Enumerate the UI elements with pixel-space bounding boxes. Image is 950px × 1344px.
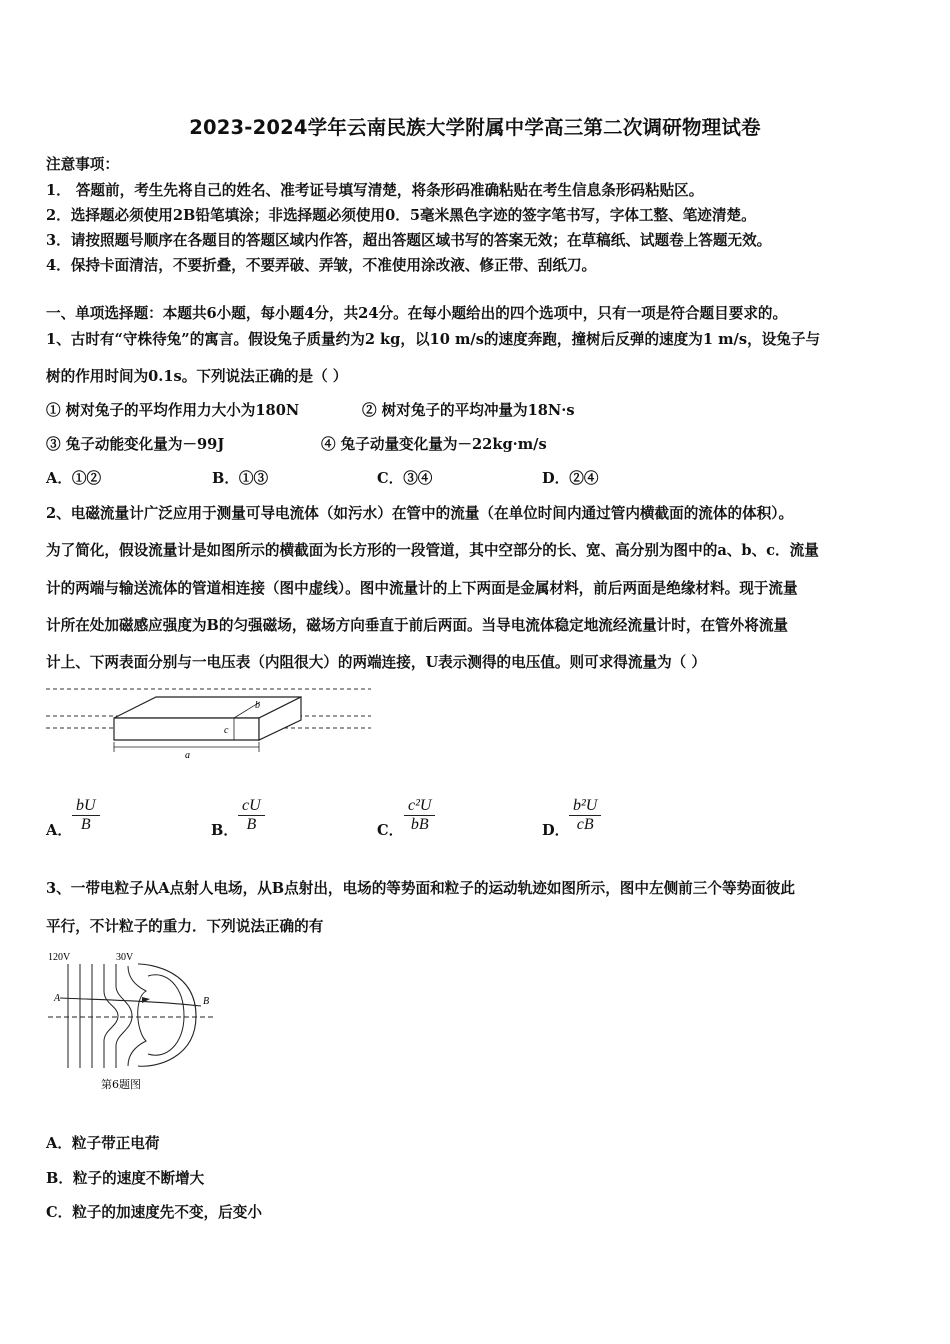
q2-option-d-letter: D． <box>542 822 570 839</box>
q1-statement: ① 树对兔子的平均作用力大小为180N <box>46 402 300 419</box>
q2-stem-line: 为了简化，假设流量计是如图所示的横截面为长方形的一段管道，其中空部分的长、宽、高分别为图中的a、b、c．流量 <box>46 542 819 559</box>
q2-option-c-letter: C． <box>377 822 404 839</box>
denominator: B <box>246 816 257 833</box>
notice-item: 4．保持卡面清洁，不要折叠，不要弄破、弄皱，不准使用涂改液、修正带、刮纸刀。 <box>46 257 597 274</box>
q2-option-d-fraction <box>569 797 601 834</box>
notice-item: 1． 答题前，考生先将自己的姓名、准考证号填写清楚，将条形码准确粘贴在考生信息条形码粘贴区。 <box>46 182 704 199</box>
denominator: B <box>80 816 91 833</box>
electric-field-figure <box>46 946 221 1096</box>
page-title: 2023-2024学年云南民族大学附属中学高三第二次调研物理试卷 <box>189 116 761 139</box>
numerator: b²U <box>573 797 598 814</box>
voltage-30v-label: 30V <box>116 952 134 963</box>
denominator: cB <box>576 816 594 833</box>
q3-option-b: B．粒子的速度不断增大 <box>46 1170 205 1187</box>
q2-option-a-fraction <box>72 797 100 834</box>
notice-heading: 注意事项： <box>46 156 119 173</box>
q1-option-d: D．②④ <box>542 470 599 487</box>
notice-item: 2．选择题必须使用2B铅笔填涂；非选择题必须使用0．5毫米黑色字迹的签字笔书写，字体工整、笔迹清楚。 <box>46 207 756 224</box>
q1-stem-line: 1、古时有“守株待兔”的寓言。假设兔子质量约为2 kg，以10 m/s的速度奔跑，撞树后反弹的速度为1 m/s，设兔子与 <box>46 331 821 348</box>
q1-statement: ③ 兔子动能变化量为－99J <box>46 436 225 453</box>
q2-stem-line: 2、电磁流量计广泛应用于测量可导电流体（如污水）在管中的流量（在单位时间内通过管内横截面的流体的体积）。 <box>46 505 794 522</box>
q1-stem-line: 树的作用时间为0.1s。下列说法正确的是（ ） <box>46 368 348 385</box>
q2-option-b-letter: B． <box>211 822 238 839</box>
voltage-120v-label: 120V <box>48 952 71 963</box>
numerator: cU <box>242 797 261 814</box>
point-b-label: B <box>203 996 210 1007</box>
section-heading: 一、单项选择题：本题共6小题，每小题4分，共24分。在每小题给出的四个选项中，只有一项是符合题目要求的。 <box>46 305 788 322</box>
q2-stem-line: 计上、下两表面分别与一电压表（内阻很大）的两端连接，U表示测得的电压值。则可求得流量为（ ） <box>46 654 706 671</box>
figure-caption: 第6题图 <box>101 1078 141 1091</box>
q3-option-a: A．粒子带正电荷 <box>46 1135 160 1152</box>
label-c: c <box>224 725 229 736</box>
q3-stem-line: 平行，不计粒子的重力．下列说法正确的有 <box>46 918 324 935</box>
q2-stem-line: 计所在处加磁感应强度为B的匀强磁场，磁场方向垂直于前后两面。当导电流体稳定地流经流量计时，在管外将流量 <box>46 617 789 634</box>
q1-option-c: C．③④ <box>377 470 433 487</box>
point-a-label: A <box>54 993 61 1004</box>
notice-item: 3．请按照题号顺序在各题目的答题区域内作答，超出答题区域书写的答案无效；在草稿纸、试题卷上答题无效。 <box>46 232 772 249</box>
q2-option-a-letter: A． <box>46 822 72 839</box>
q3-option-c: C．粒子的加速度先不变，后变小 <box>46 1204 262 1221</box>
flowmeter-figure <box>46 680 376 760</box>
q2-option-b-fraction <box>238 797 265 834</box>
q1-statement: ④ 兔子动量变化量为－22kg·m/s <box>321 436 547 453</box>
label-b: b <box>255 700 260 711</box>
denominator: bB <box>410 816 429 833</box>
q3-stem-line: 3、一带电粒子从A点射人电场，从B点射出，电场的等势面和粒子的运动轨迹如图所示，图中左侧前三个等势面彼此 <box>46 880 795 897</box>
numerator: bU <box>76 797 96 814</box>
q1-option-a: A．①② <box>46 470 102 487</box>
label-a: a <box>185 750 190 760</box>
q2-stem-line: 计的两端与输送流体的管道相连接（图中虚线）。图中流量计的上下两面是金属材料，前后两面是绝缘材料。现于流量 <box>46 580 798 597</box>
q1-statement: ② 树对兔子的平均冲量为18N·s <box>362 402 575 419</box>
q1-option-b: B．①③ <box>212 470 269 487</box>
q2-option-c-fraction <box>404 797 435 834</box>
numerator: c²U <box>408 797 432 814</box>
